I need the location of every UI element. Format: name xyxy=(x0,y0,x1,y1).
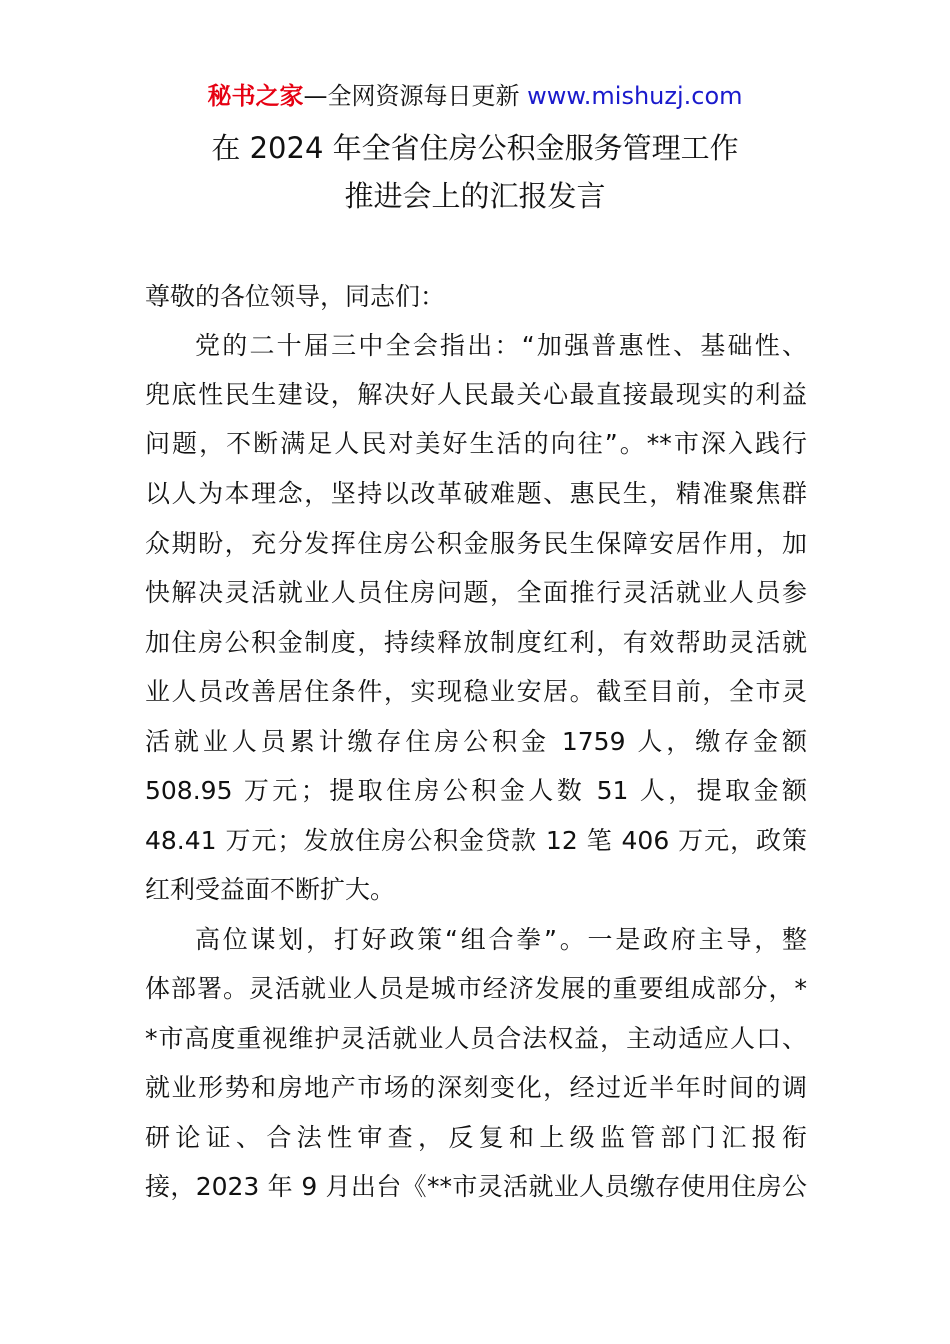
body-line: 加住房公积金制度，持续释放制度红利，有效帮助灵活就 xyxy=(145,628,807,657)
body-line: 研论证、合法性审查，反复和上级监管部门汇报衔 xyxy=(145,1123,807,1152)
document-title-line-2: 推进会上的汇报发言 xyxy=(344,179,606,213)
body-line: 活就业人员累计缴存住房公积金 1759 人，缴存金额 xyxy=(145,727,807,756)
body-line: 体部署。灵活就业人员是城市经济发展的重要组成部分，* xyxy=(145,974,807,1003)
header-tagline: —全网资源每日更新 xyxy=(303,82,528,110)
body-line: 兜底性民生建设，解决好人民最关心最直接最现实的利益 xyxy=(145,380,807,409)
body-line: 高位谋划，打好政策“组合拳”。一是政府主导，整 xyxy=(195,925,807,954)
body-line: 问题，不断满足人民对美好生活的向往”。**市深入践行 xyxy=(145,429,807,458)
body-line: 就业形势和房地产市场的深刻变化，经过近半年时间的调 xyxy=(145,1073,807,1102)
salutation: 尊敬的各位领导，同志们： xyxy=(145,282,446,311)
body-line: 接，2023 年 9 月出台《**市灵活就业人员缴存使用住房公 xyxy=(145,1172,807,1201)
body-line: *市高度重视维护灵活就业人员合法权益，主动适应人口、 xyxy=(145,1024,807,1053)
body-line: 众期盼，充分发挥住房公积金服务民生保障安居作用，加 xyxy=(145,529,807,558)
body-line: 48.41 万元；发放住房公积金贷款 12 笔 406 万元，政策 xyxy=(145,826,807,855)
body-line: 红利受益面不断扩大。 xyxy=(145,875,396,904)
body-line: 业人员改善居住条件，实现稳业安居。截至目前，全市灵 xyxy=(145,677,807,706)
brand-name: 秘书之家 xyxy=(207,82,304,110)
body-line: 508.95 万元；提取住房公积金人数 51 人，提取金额 xyxy=(145,776,807,805)
site-url-link[interactable]: www.mishuzj.com xyxy=(527,82,743,110)
body-line: 以人为本理念，坚持以改革破难题、惠民生，精准聚焦群 xyxy=(145,479,807,508)
site-header xyxy=(0,81,950,111)
body-line: 党的二十届三中全会指出：“加强普惠性、基础性、 xyxy=(195,331,807,360)
body-line: 快解决灵活就业人员住房问题，全面推行灵活就业人员参 xyxy=(145,578,807,607)
document-title-line-1: 在 2024 年全省住房公积金服务管理工作 xyxy=(211,131,739,165)
